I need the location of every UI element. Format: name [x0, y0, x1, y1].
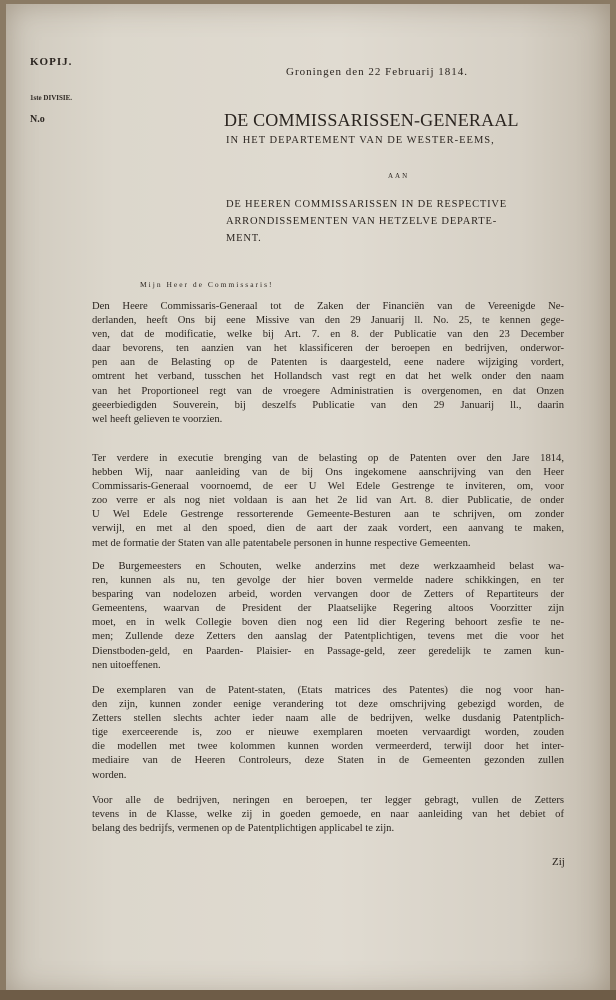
paragraph-line: Gemeentens, waarvan de President der Plaatselijke Regering altoos Voorzitter zijn	[92, 603, 564, 615]
paragraph-line: worden.	[92, 769, 127, 781]
divisie-label: 1ste DIVISIE.	[30, 94, 73, 102]
paragraph-line: ven, dat de modificatie, welke bij Art. 7. en 8. der Publicatie van den 23 December	[92, 329, 564, 341]
paragraph-line: wel heeft gelieven te voorzien.	[92, 413, 223, 425]
paragraph-line: den zijn, kunnen zonder eenige verandering tot deze omschrijving gebezigd worden, de	[92, 699, 564, 711]
paragraph-line: verwijl, en met al den spoed, dien de aart der zaak vordert, een aanvang te maken,	[92, 523, 564, 535]
paragraph-line: omtrent het verband, tusschen het Hollandsch vast regt en dat het welk onder den naam	[92, 371, 564, 383]
paragraph-line: daar bevorens, ten aanzien van het klassificeren der beroepen en bedrijven, onderwor-	[92, 343, 564, 355]
paragraph-5	[92, 794, 564, 836]
dateline: Groningen den 22 Februarij 1814.	[286, 66, 468, 78]
paragraph-3	[92, 560, 564, 673]
paragraph-line: De exemplaren van de Patent-staten, (Etats matrices des Patentes) die nog voor han-	[92, 685, 564, 696]
paragraph-line: belang des bedrijfs, vermenen op de Patentplichtigen applicabel te zijn.	[92, 823, 395, 835]
catchword: Zij	[552, 856, 565, 868]
paragraph-line: van het Proportioneel regt van de vroegere Administratien is overgenomen, en dat Onzen	[92, 385, 564, 397]
number-label: N.o	[30, 114, 45, 125]
paragraph-line: moet, en in welk Collegie boven dien nog een lid dier Regering behoort zesfie te ne-	[92, 617, 564, 629]
paragraph-line: hebben Wij, naar aanleiding van de bij Ons ingekomene aanschrijving van den Heer	[92, 467, 564, 479]
paragraph-line: ren, kunnen als nu, ten gevolge der hier boven vermelde nadere schikkingen, en ter	[92, 575, 564, 587]
paragraph-1	[92, 300, 564, 427]
addressee-block	[226, 196, 507, 247]
title-line-2: IN HET DEPARTEMENT VAN DE WESTER-EEMS,	[226, 135, 495, 146]
paragraph-line: Den Heere Commissaris-Generaal tot de Zaken der Financiën van de Vereenigde Ne-	[92, 301, 564, 312]
paragraph-line: geeerbiedigden Souverein, bij deszelfs Publicatie van den 29 Januarij ll., daarin	[92, 399, 564, 411]
paragraph-line: Commissaris-Generaal voornoemd, de eer U Wel Edele Gestrenge te inviteren, om, voor	[92, 481, 564, 493]
addressee-line: ARRONDISSEMENTEN VAN HETZELVE DEPARTE-	[226, 216, 497, 227]
paragraph-line: besparing van nodelozen arbeid, worden vervangen door de Zetters of Repartiteurs der	[92, 589, 564, 601]
paragraph-line: pen aan de Belasting op de Patenten is daargesteld, eene nadere wijziging vordert,	[92, 357, 564, 369]
paragraph-line: U Wel Edele Gestrenge ressorterende Gemeente-Besturen aan te schrijven, om zonder	[92, 509, 564, 521]
paragraph-4	[92, 684, 564, 783]
addressee-line: DE HEEREN COMMISSARISSEN IN DE RESPECTIVE	[226, 199, 508, 210]
paragraph-line: zoo verre er als nog niet voldaan is aan het 2e lid van Art. 8. dier Publicatie, de onder	[92, 495, 564, 507]
salutation: Mijn Heer de Commissaris!	[140, 280, 274, 289]
paragraph-line: Zetters stellen slechts achter ieder naam alle de bedrijven, welke dusdanig Patentplich-	[92, 713, 564, 725]
aan-label: AAN	[388, 172, 410, 180]
paragraph-line: Voor alle de bedrijven, neringen en beroepen, ter legger gebragt, vullen de Zetters	[92, 795, 564, 806]
paragraph-line: nen uitoeffenen.	[92, 659, 161, 671]
paragraph-line: men; Zullende deze Zetters den aanslag der Patentplichtigen, tevens met die voor het	[92, 631, 564, 643]
paragraph-line: die modellen met twee kolommen kunnen worden vermeerderd, terwijl door het inter-	[92, 741, 564, 753]
paragraph-2	[92, 452, 564, 551]
paragraph-line: tige exerceerende is, zoo er nieuwe exemplaren moeten vervaardigt worden, zouden	[92, 727, 564, 739]
paragraph-line: Ter verdere in executie brenging van de belasting op de Patenten over den Jare 1814,	[92, 453, 564, 464]
paragraph-line: derlanden, heeft Ons bij eene Missive van den 29 Januarij ll. No. 25, te kennen gege-	[92, 315, 564, 327]
paragraph-line: met de formatie der Staten van alle patentabele personen in hunne respective Gemeenten.	[92, 537, 471, 549]
document-sheet	[6, 4, 610, 994]
paragraph-line: Dienstboden-geld, en Paarden- Plaisier- en Passage-geld, zeer geredelijk te zamen kun-	[92, 645, 564, 657]
paragraph-line: tevens in de Klasse, welke zij in goeden gemoede, en naar aanleiding van het debiet of	[92, 809, 564, 821]
kopij-label: KOPIJ.	[30, 56, 73, 68]
paragraph-line: De Burgemeesters en Schouten, welke anderzins met deze werkzaamheid belast wa-	[92, 561, 564, 572]
addressee-line: MENT.	[226, 233, 262, 244]
paragraph-line: mediaire van de Heeren Controleurs, deze Staten in de Gemeenten gezonden zullen	[92, 755, 564, 767]
title-line-1: DE COMMISSARISSEN-GENERAAL	[224, 110, 519, 130]
page-edge-background	[0, 990, 616, 1000]
